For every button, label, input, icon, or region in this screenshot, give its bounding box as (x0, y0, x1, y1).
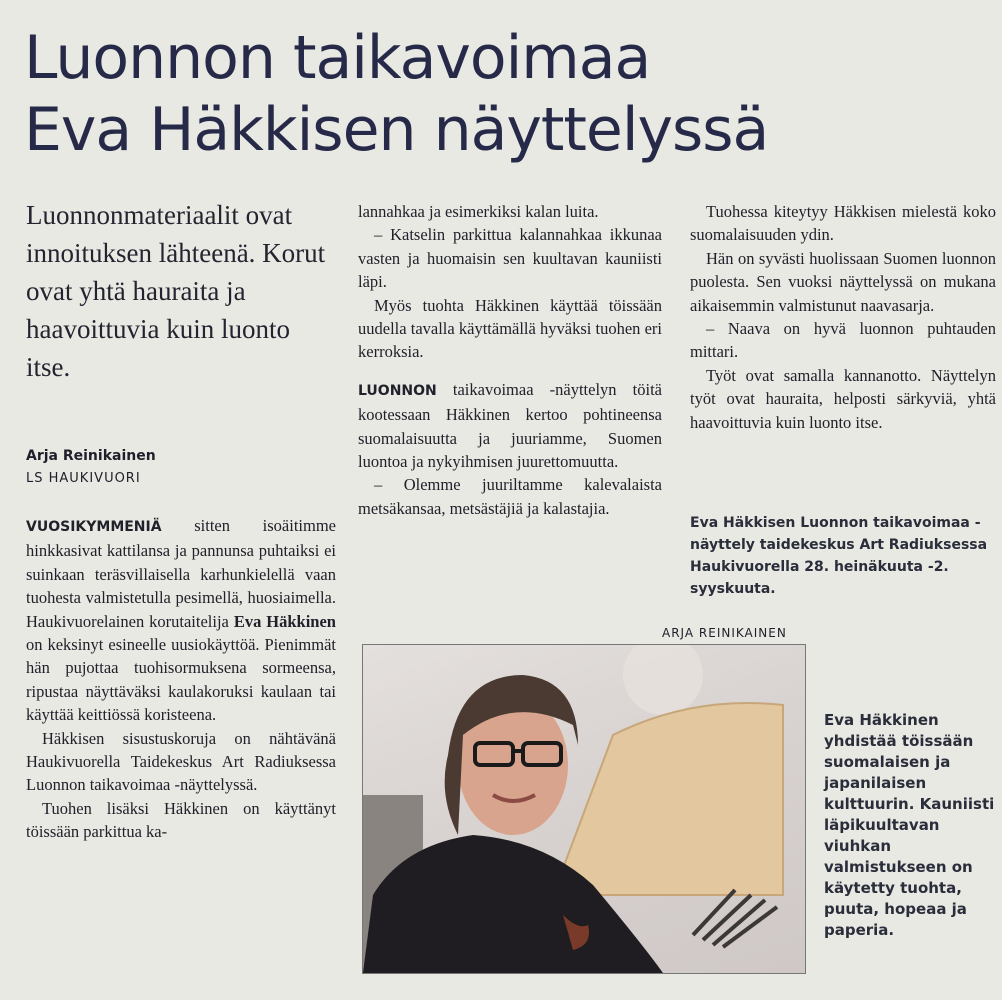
lead-paragraph: Luonnonmateriaalit ovat innoituksen lähteenä. Korut ovat yhtä hauraita ja haavoittuvia kuin luonto itse. (26, 200, 326, 382)
paragraph: – Olemme juuriltamme kalevalaista metsäkansaa, metsästäjiä ja kalastajia. (358, 475, 662, 518)
article-column-2 (358, 200, 662, 520)
paragraph: Hän on syvästi huolissaan Suomen luonnon puolesta. Sen vuoksi näyttelyssä on mukana aikaisemmin valmistunut naavasarja. (690, 248, 996, 315)
article-column-1 (26, 514, 336, 844)
paragraph (358, 378, 662, 474)
photo-caption: Eva Häkkinen yhdistää töissään suomalaisen ja japanilaisen kulttuurin. Kauniisti läpikuultavan viuhkan valmistukseen on käytetty tuohta, puuta, hopeaa ja paperia. (824, 711, 995, 939)
paragraph: – Naava on hyvä luonnon puhtauden mittari. (690, 319, 996, 362)
person-name: Eva Häkkinen (233, 611, 336, 631)
fan-ribs (693, 890, 777, 947)
headline-line-1: Luonnon taikavoimaa (24, 23, 651, 93)
paragraph: Myös tuohta Häkkinen käyttää töissään uudella tavalla käyttämällä hyväksi tuohen eri kerroksia. (358, 295, 662, 362)
drop-caps-word: LUONNON (358, 382, 437, 399)
paragraph: Työt ovat samalla kannanotto. Näyttelyn työt ovat hauraita, helposti särkyviä, yhtä haavoittuvia kuin luonto itse. (690, 365, 996, 432)
byline-place: LS HAUKIVUORI (26, 471, 141, 486)
photo-illustration (363, 645, 805, 973)
paragraph: Tuohessa kiteytyy Häkkisen mielestä koko suomalaisuuden ydin. (690, 202, 996, 245)
paragraph-text: sitten isoäitimme hinkkasivat kattilansa ja pannunsa puhtaiksi ei suinkaan teräsvillaisella karhunkielellä vaan tuohesta valmistetulla pesimellä, huosiaimella. Haukivuorelainen korutaitelija (26, 516, 336, 631)
headline-line-2: Eva Häkkisen näyttelyssä (24, 95, 769, 165)
photo-credit: ARJA REINIKAINEN (662, 626, 787, 640)
paragraph-text: on keksinyt esineelle uusiokäyttöä. Pienimmät hän pujottaa tuohisormuksena sormeensa, ripustaa näyttäväksi kaulakoruksi kaulaan tai käyttää keittiössä koristeena. (26, 635, 336, 725)
article-photo (362, 644, 806, 974)
drop-caps-word: VUOSIKYMMENIÄ (26, 519, 162, 535)
paragraph: – Katselin parkittua kalannahkaa ikkunaa vasten ja huomaisin sen kuultavan kauniisti läpi. (358, 225, 662, 292)
background-light (623, 645, 703, 715)
exhibition-info: Eva Häkkisen Luonnon taikavoimaa -näyttely taidekeskus Art Radiuksessa Haukivuorella 28. heinäkuuta -2. syyskuuta. (690, 515, 988, 597)
article-column-3 (690, 200, 996, 434)
paragraph: Häkkisen sisustuskoruja on nähtävänä Haukivuorella Taidekeskus Art Radiuksessa Luonnon taikavoimaa -näyttelyssä. (26, 728, 336, 795)
paragraph: lannahkaa ja esimerkiksi kalan luita. (358, 202, 599, 221)
fan (553, 703, 783, 895)
paragraph-text: taikavoimaa -näyttelyn töitä kootessaan Häkkinen kertoo pohtineensa suomalaisuutta ja juuriamme, Suomen luontoa ja nykyihmisen juurettomuutta. (358, 379, 662, 472)
byline-author: Arja Reinikainen (26, 448, 156, 464)
headline (24, 22, 984, 166)
paragraph (26, 514, 336, 727)
paragraph: Tuohen lisäksi Häkkinen on käyttänyt töissään parkittua ka- (26, 798, 336, 842)
